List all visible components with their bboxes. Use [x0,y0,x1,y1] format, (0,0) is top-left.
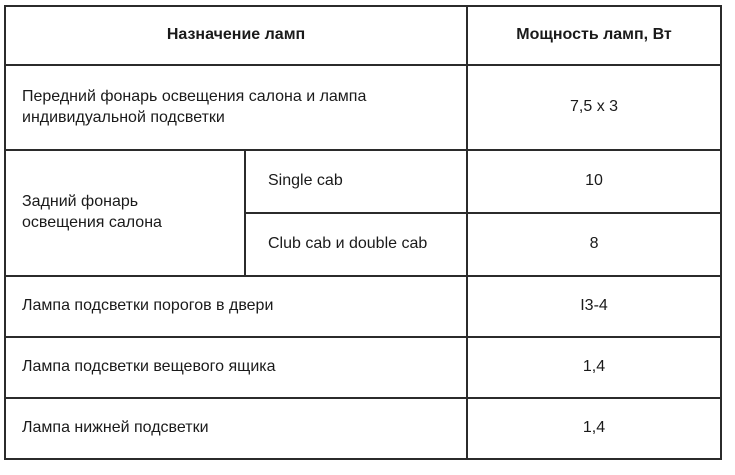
lamp-power-table [4,5,722,460]
row-purpose [5,150,245,276]
header-purpose: Назначение ламп [5,6,467,65]
header-power: Мощность ламп, Вт [467,6,721,65]
row-purpose-line2: освещения салона [22,214,162,231]
row-sub-label: Club cab и double cab [245,213,467,276]
table-row [5,150,721,213]
row-purpose: Лампа подсветки вещевого ящика [5,337,467,398]
row-purpose-line1: Передний фонарь освещения салона и лампа [22,87,367,105]
table-row [5,276,721,337]
row-power: 1,4 [467,398,721,459]
row-power: 10 [467,150,721,213]
row-power: 8 [467,213,721,276]
row-purpose: Лампа нижней подсветки [5,398,467,459]
row-purpose-line2: индивидуальной подсветки [22,108,225,126]
table-row [5,337,721,398]
table-row [5,398,721,459]
row-purpose [5,65,467,150]
row-purpose: Лампа подсветки порогов в двери [5,276,467,337]
row-power: 1,4 [467,337,721,398]
row-purpose-line1: Задний фонарь [22,193,139,211]
table-row [5,65,721,150]
row-power: 7,5 x 3 [467,65,721,150]
row-sub-label: Single cab [245,150,467,213]
row-power: I3-4 [467,276,721,337]
table-header-row [5,6,721,65]
